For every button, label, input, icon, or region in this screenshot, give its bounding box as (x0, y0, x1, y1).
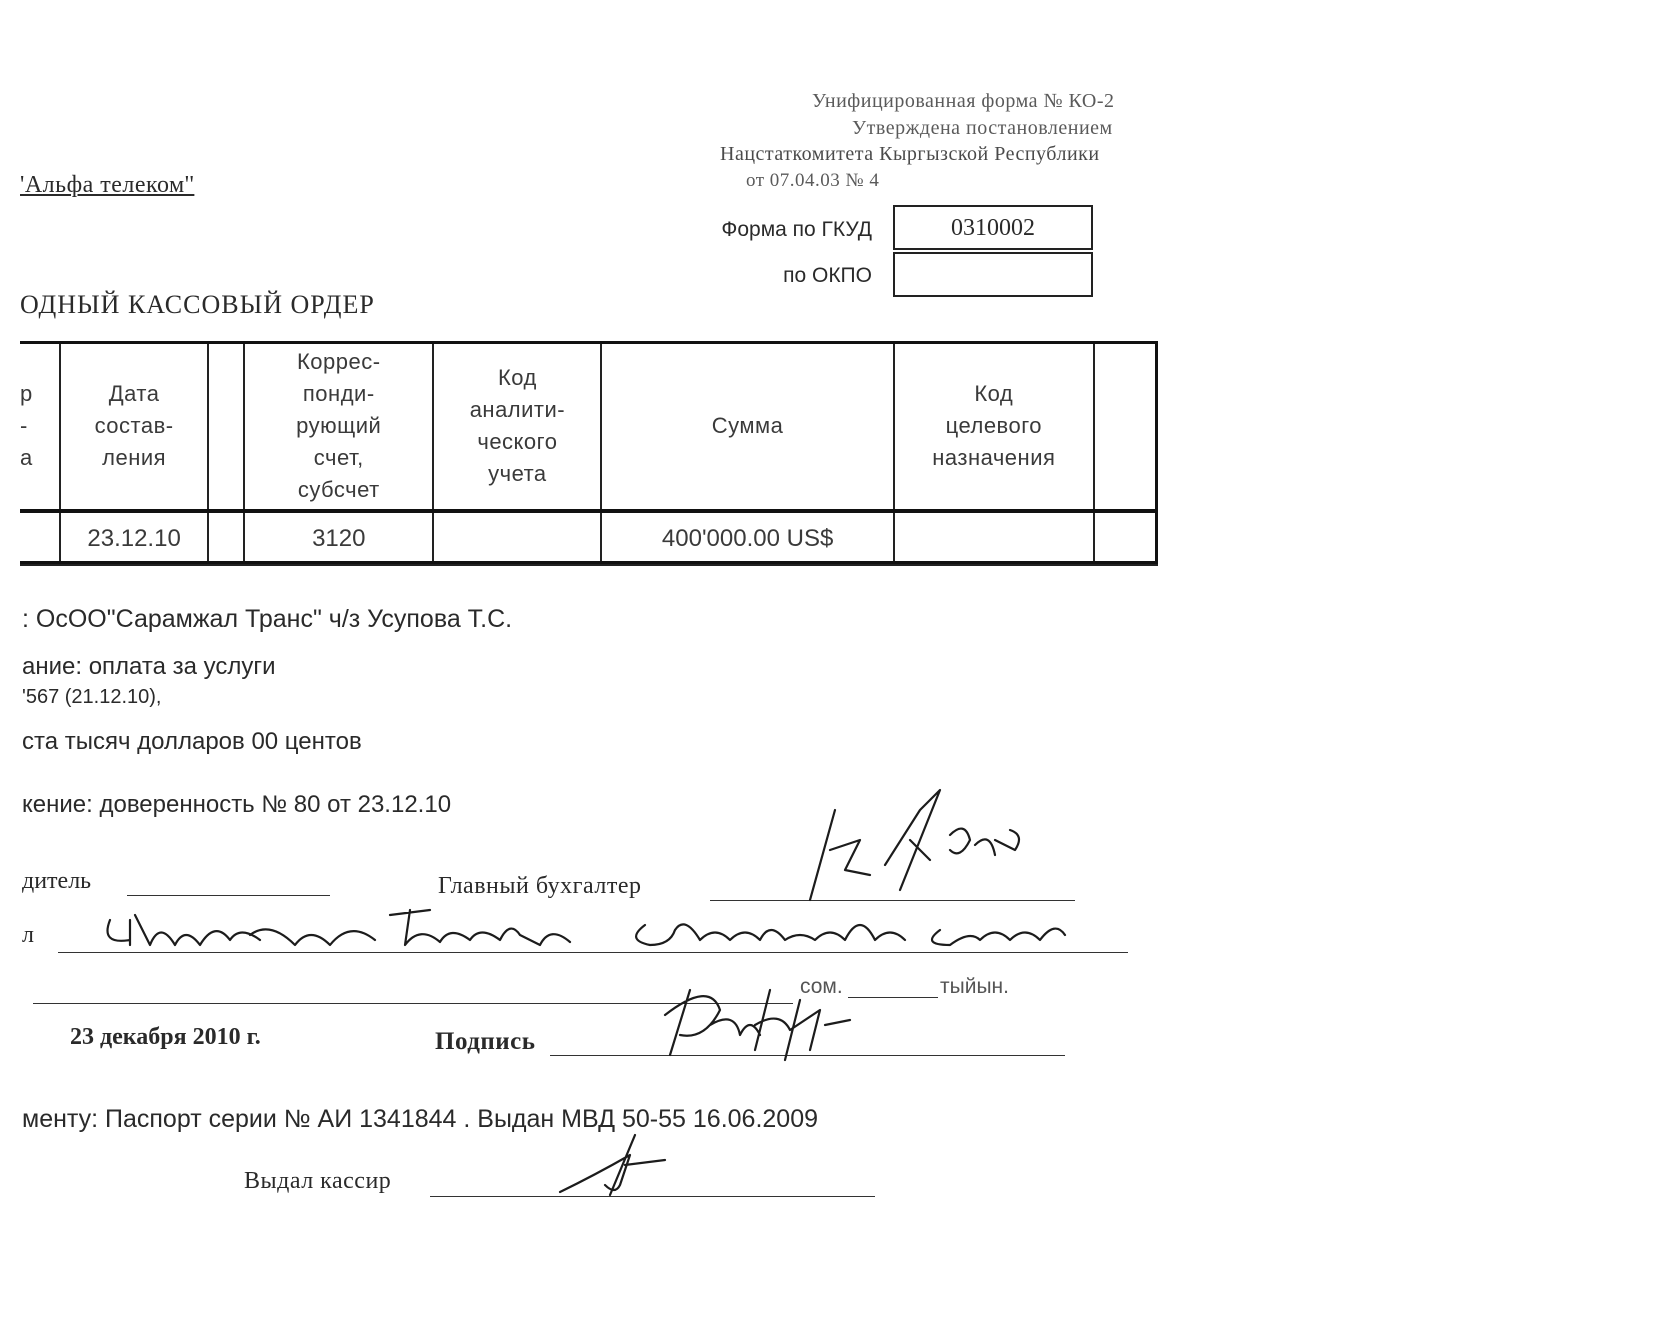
identity-document-line: менту: Паспорт серии № АИ 1341844 . Выдан МВД 50-55 16.06.2009 (22, 1105, 819, 1133)
table-row (20, 511, 1157, 565)
approval-date: от 07.04.03 № 4 (746, 170, 880, 191)
table-header-cell: Коррес- понди- рующий счет, субсчет (244, 342, 433, 511)
table-header-cell: Код аналити- ческого учета (433, 342, 601, 511)
committee-line: Нацстаткомитета Кыргызской Республики (720, 143, 1100, 165)
table-header-cell: Код целевого назначения (894, 342, 1094, 511)
table-cell-account: 3120 (244, 511, 433, 565)
order-date: 23 декабря 2010 г. (70, 1024, 261, 1050)
signature-label: Подпись (435, 1028, 536, 1055)
approval-line: Утверждена постановлением (852, 117, 1113, 139)
table-header-cell: р - а (20, 342, 60, 511)
attachment-line: кение: доверенность № 80 от 23.12.10 (22, 791, 452, 818)
order-title: ОДНЫЙ КАССОВЫЙ ОРДЕР (20, 290, 375, 319)
table-cell (208, 511, 244, 565)
cashier-signature (555, 1130, 685, 1200)
table-cell (1094, 511, 1157, 565)
gkud-code-box: 0310002 (893, 205, 1093, 250)
cashier-label: Выдал кассир (244, 1168, 392, 1194)
table-cell-date: 23.12.10 (60, 511, 208, 565)
organization-name: 'Альфа телеком'' (20, 172, 195, 198)
table-cell (433, 511, 601, 565)
head-signature-line (127, 895, 330, 896)
table-cell-amount: 400'000.00 US$ (601, 511, 893, 565)
table-header-cell: Дата состав- ления (60, 342, 208, 511)
head-label: дитель (22, 868, 92, 894)
recipient-signature (650, 980, 880, 1070)
som-label: сом. (800, 975, 843, 998)
table-header-cell: Сумма (601, 342, 893, 511)
tyiyn-label: тыйын. (940, 975, 1009, 998)
table-header-cell (1094, 342, 1157, 511)
form-number: Унифицированная форма № КО-2 (812, 90, 1115, 112)
chief-accountant-signature (790, 780, 1050, 910)
order-table (20, 341, 1158, 566)
table-header-cell (208, 342, 244, 511)
chief-accountant-label: Главный бухгалтер (438, 873, 642, 899)
okpo-label: по ОКПО (783, 264, 872, 287)
received-prefix: л (22, 922, 34, 948)
okpo-code-box (893, 252, 1093, 297)
table-cell (20, 511, 60, 565)
handwritten-amount (100, 900, 1100, 960)
amount-words-line: ста тысяч долларов 00 центов (22, 728, 362, 755)
table-header-row (20, 342, 1157, 511)
recipient-line: : ОсОО"Сарамжал Транс" ч/з Усупова Т.С. (22, 605, 513, 633)
gkud-label: Форма по ГКУД (721, 218, 872, 241)
purpose-line: ание: оплата за услуги (22, 653, 276, 680)
invoice-line: '567 (21.12.10), (22, 686, 162, 708)
table-cell (894, 511, 1094, 565)
